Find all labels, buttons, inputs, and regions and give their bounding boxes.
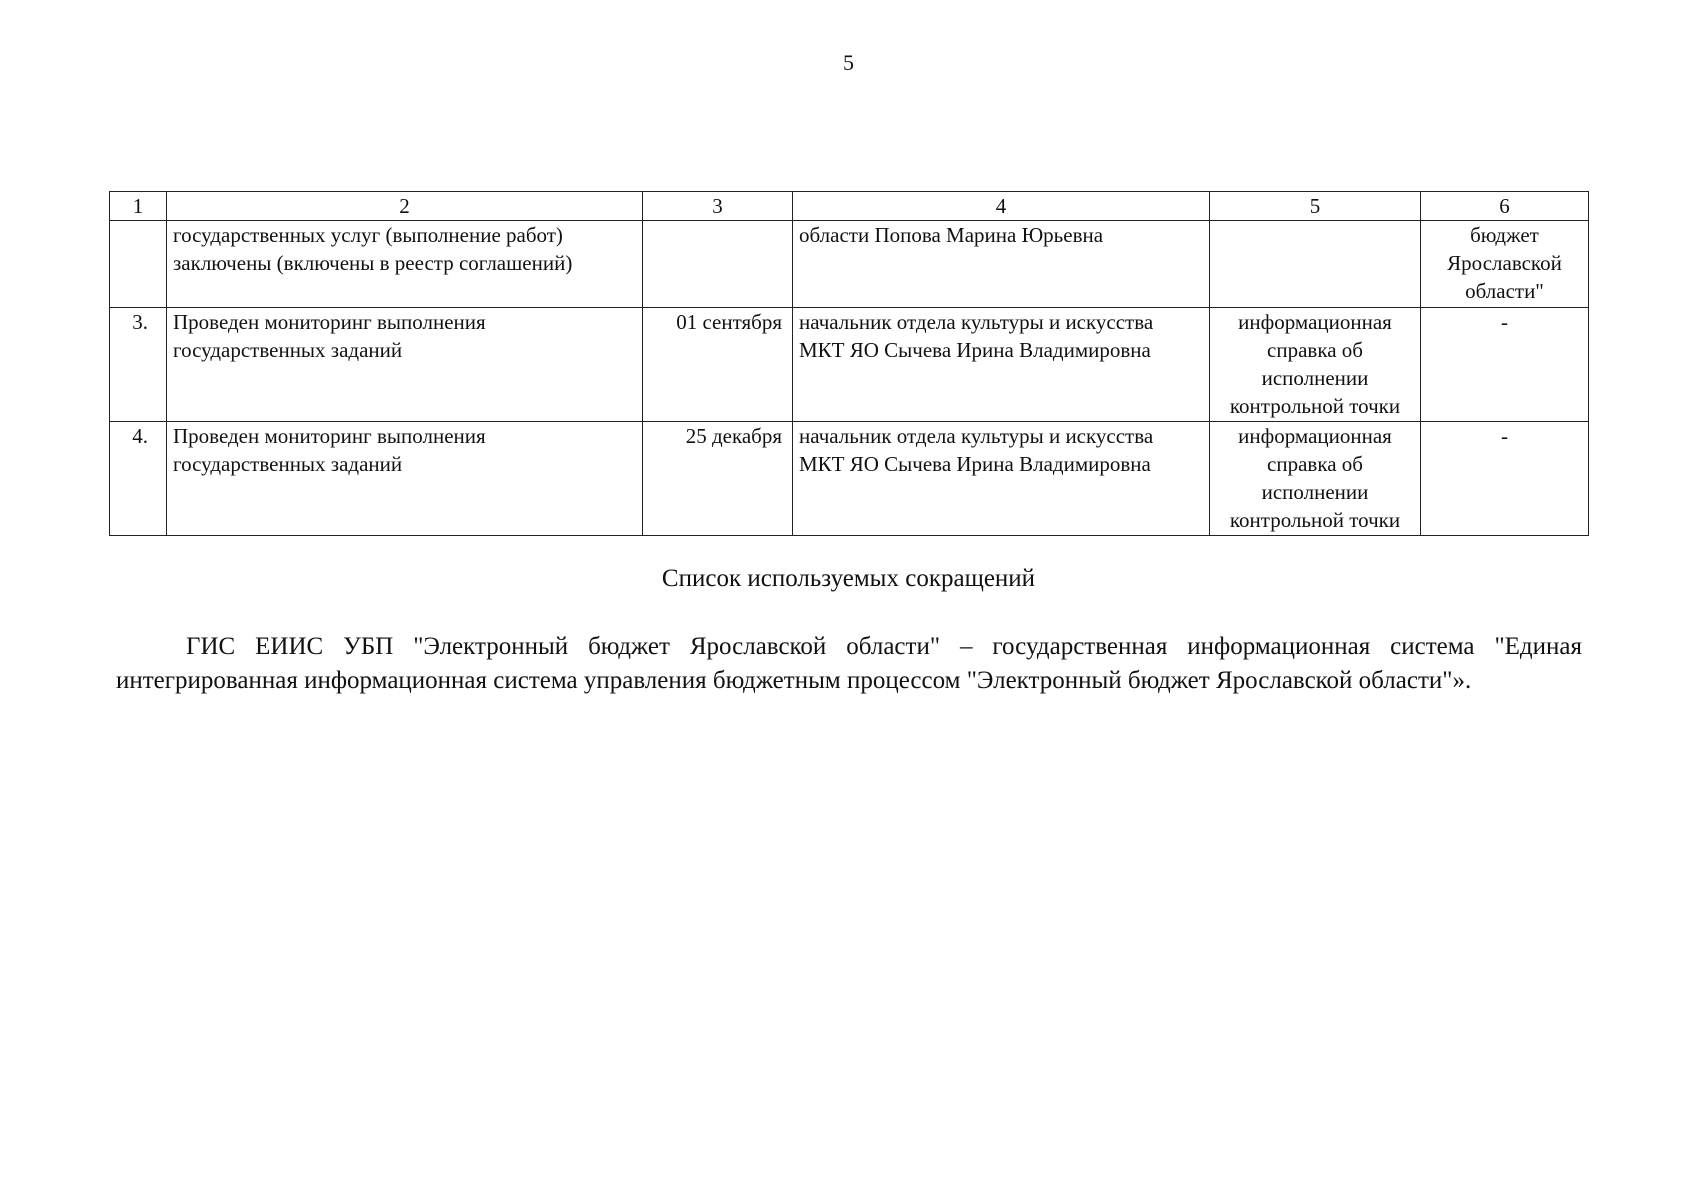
row-number: 3.	[110, 308, 167, 422]
row-document: информационная справка об исполнении контрольной точки	[1210, 308, 1421, 422]
row-date: 01 сентября	[643, 308, 793, 422]
column-number-1: 1	[110, 192, 167, 221]
row-info-system: бюджет Ярославской области"	[1421, 221, 1589, 308]
row-date	[643, 221, 793, 308]
table-row	[110, 308, 1589, 422]
row-responsible: начальник отдела культуры и искусства МКТ ЯО Сычева Ирина Владимировна	[793, 308, 1210, 422]
column-number-6: 6	[1421, 192, 1589, 221]
row-event: государственных услуг (выполнение работ) заключены (включены в реестр соглашений)	[167, 221, 643, 308]
abbreviations-title: Список используемых сокращений	[661, 565, 1036, 592]
control-points-table	[109, 191, 1589, 536]
row-info-system: -	[1421, 422, 1589, 536]
table-row	[110, 422, 1589, 536]
column-number-4: 4	[793, 192, 1210, 221]
table-row	[110, 221, 1589, 308]
page-number: 5	[843, 50, 854, 75]
row-responsible: области Попова Марина Юрьевна	[793, 221, 1210, 308]
abbreviation-definition: ГИС ЕИИС УБП "Электронный бюджет Ярославской области" – государственная информационная система "Единая интегрированная информационная система управления бюджетным процессом "Электронный бюджет Ярославской области"».	[116, 633, 1582, 694]
row-info-system: -	[1421, 308, 1589, 422]
row-document: информационная справка об исполнении контрольной точки	[1210, 422, 1421, 536]
column-number-2: 2	[167, 192, 643, 221]
row-responsible: начальник отдела культуры и искусства МКТ ЯО Сычева Ирина Владимировна	[793, 422, 1210, 536]
row-event: Проведен мониторинг выполнения государственных заданий	[167, 308, 643, 422]
column-number-3: 3	[643, 192, 793, 221]
column-number-5: 5	[1210, 192, 1421, 221]
row-number	[110, 221, 167, 308]
row-date: 25 декабря	[643, 422, 793, 536]
row-document	[1210, 221, 1421, 308]
row-event: Проведен мониторинг выполнения государственных заданий	[167, 422, 643, 536]
row-number: 4.	[110, 422, 167, 536]
table-header-row	[110, 192, 1589, 221]
